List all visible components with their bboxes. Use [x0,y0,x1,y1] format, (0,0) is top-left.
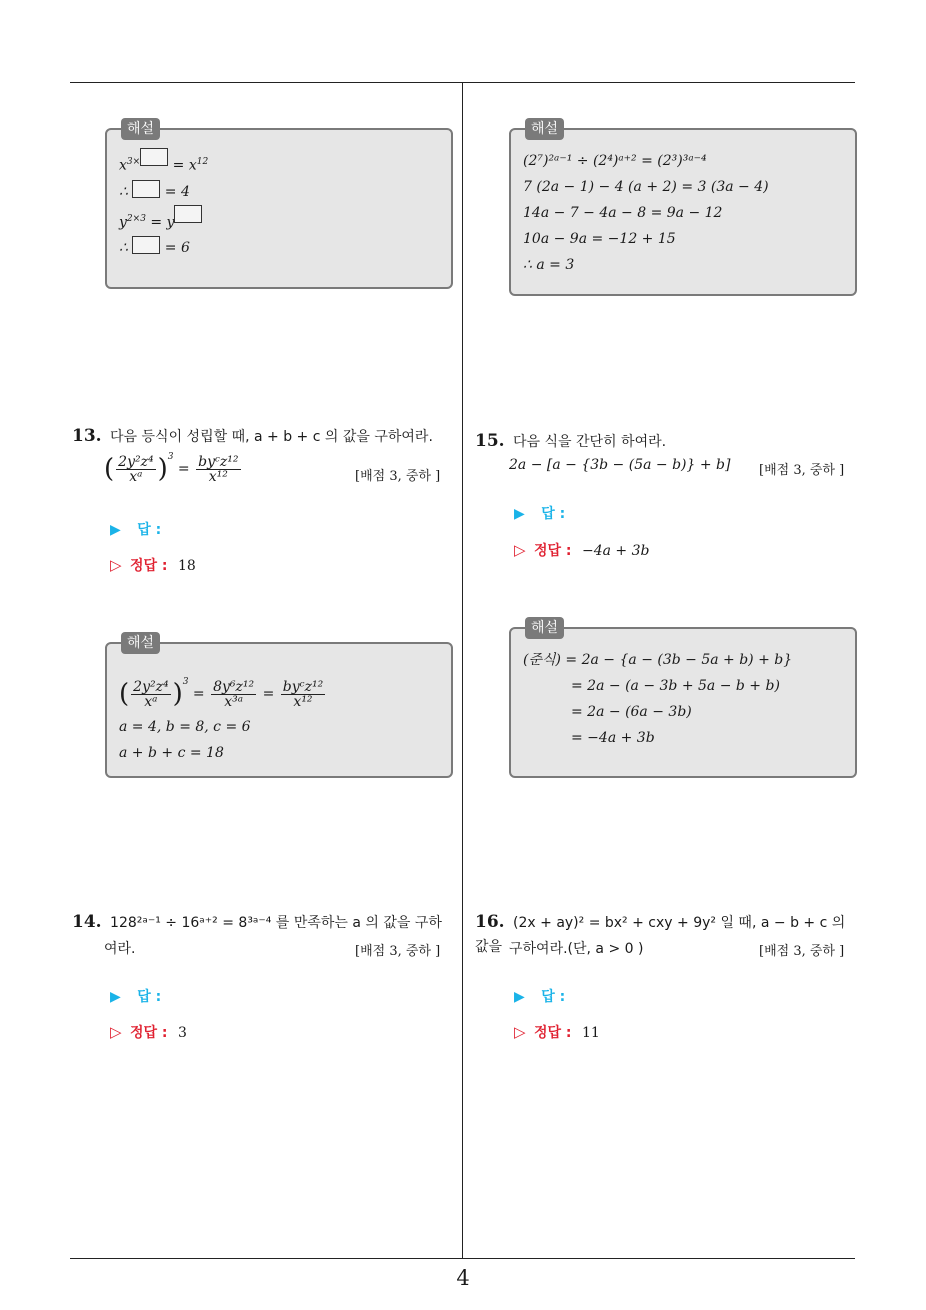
question-number: 13. [72,426,102,446]
question-13 [72,424,457,449]
question-text: 다음 식을 간단히 하여라. [513,434,667,450]
correct-label: 정답 : [534,543,572,559]
solution-line: ( $\frac{\text{2y²z⁴}}{\text{xᵃ}}$ )$^3$ = $\frac{\text{8y⁶z¹²}}{\text{x³ᵃ}}$ = $\frac{\text{byᶜz¹²}}{\text{x¹²}}$ [119,677,324,710]
correct-label: 정답 : [130,558,168,574]
question-15-expression: 2a − [a − {3b − (5a − b)} + b] [509,457,731,473]
solution-label: 해설 [525,617,564,639]
question-15 [475,429,860,454]
points-label: [배점 3, 중하 ] [759,944,845,959]
correct-label: 정답 : [130,1025,168,1041]
solution-line: $y^{2\times 3} = y$ [119,205,439,236]
solution-line: ∴ a = 3 [523,257,575,273]
question-14 [72,910,457,935]
solution-line: a = 4, b = 8, c = 6 [119,719,251,735]
hollow-arrow-icon: ▷ [514,1023,526,1041]
question-13-equation: ( $\frac{\text{2y²z⁴}}{\text{xᵃ}}$ )$^3$ = $\frac{\text{byᶜz¹²}}{\text{x¹²}}$ [104,452,239,485]
solution-box-13 [105,635,453,778]
solution-line: (준식) = 2a − {a − (3b − 5a + b) + b} [523,652,793,668]
solution-box-right-top [509,121,857,296]
question-text-cont: 여라. [104,941,136,957]
answer-label: 답 : [137,522,162,538]
solution-line: ∴ = 6 [119,235,439,261]
solution-line: (2⁷)²ᵃ⁻¹ ÷ (2⁴)ᵃ⁺² = (2³)³ᵃ⁻⁴ [523,153,707,169]
solution-label: 해설 [525,118,564,140]
question-text: 128²ᵃ⁻¹ ÷ 16ᵃ⁺² = 8³ᵃ⁻⁴ 를 만족하는 a 의 값을 구하 [110,915,442,931]
points-label: [배점 3, 중하 ] [355,944,441,959]
solution-line: 7 (2a − 1) − 4 (a + 2) = 3 (3a − 4) [523,179,769,195]
solution-line: a + b + c = 18 [119,745,224,761]
answer-row-16 [514,986,565,1006]
play-arrow-icon: ▶ [110,522,121,538]
correct-value: −4a + 3b [581,543,650,559]
answer-label: 답 : [541,989,566,1005]
solution-label: 해설 [121,118,160,140]
play-arrow-icon: ▶ [514,506,525,522]
correct-value: 18 [177,558,196,574]
answer-label: 답 : [137,989,162,1005]
points-label: [배점 3, 중하 ] [355,469,441,484]
solution-line: ∴ = 4 [119,179,439,205]
question-number: 16. [475,912,505,932]
question-text: 다음 등식이 성립할 때, a + b + c 의 값을 구하여라. [110,429,433,445]
question-number: 15. [475,431,505,451]
solution-line: $x^{3\times} = x^{12}$ [119,148,439,179]
question-text: (2x + ay)² = bx² + cxy + 9y² 일 때, a − b + c 의 값을 [475,915,846,955]
solution-line: 10a − 9a = −12 + 15 [523,231,676,247]
correct-label: 정답 : [534,1025,572,1041]
correct-answer-13 [110,555,196,575]
correct-answer-16 [514,1022,600,1042]
solution-line: = −4a + 3b [571,730,655,746]
solution-line: 14a − 7 − 4a − 8 = 9a − 12 [523,205,723,221]
solution-box-12 [105,121,453,289]
answer-row-15 [514,503,565,523]
solution-label: 해설 [121,632,160,654]
page-number: 4 [456,1266,470,1290]
column-divider [462,83,463,1258]
question-number: 14. [72,912,102,932]
hollow-arrow-icon: ▷ [110,1023,122,1041]
solution-line: = 2a − (a − 3b + 5a − b + b) [571,678,780,694]
solution-line: = 2a − (6a − 3b) [571,704,692,720]
solution-box-15 [509,620,857,778]
correct-answer-15 [514,540,649,560]
hollow-arrow-icon: ▷ [110,556,122,574]
question-text-cont: 구하여라.(단, a > 0 ) [509,941,644,957]
play-arrow-icon: ▶ [514,989,525,1005]
answer-label: 답 : [541,506,566,522]
correct-answer-14 [110,1022,187,1042]
answer-row-14 [110,986,161,1006]
play-arrow-icon: ▶ [110,989,121,1005]
correct-value: 11 [581,1025,600,1041]
answer-row-13 [110,519,161,539]
correct-value: 3 [177,1025,187,1041]
hollow-arrow-icon: ▷ [514,541,526,559]
bottom-rule [70,1258,855,1259]
points-label: [배점 3, 중하 ] [759,463,845,478]
